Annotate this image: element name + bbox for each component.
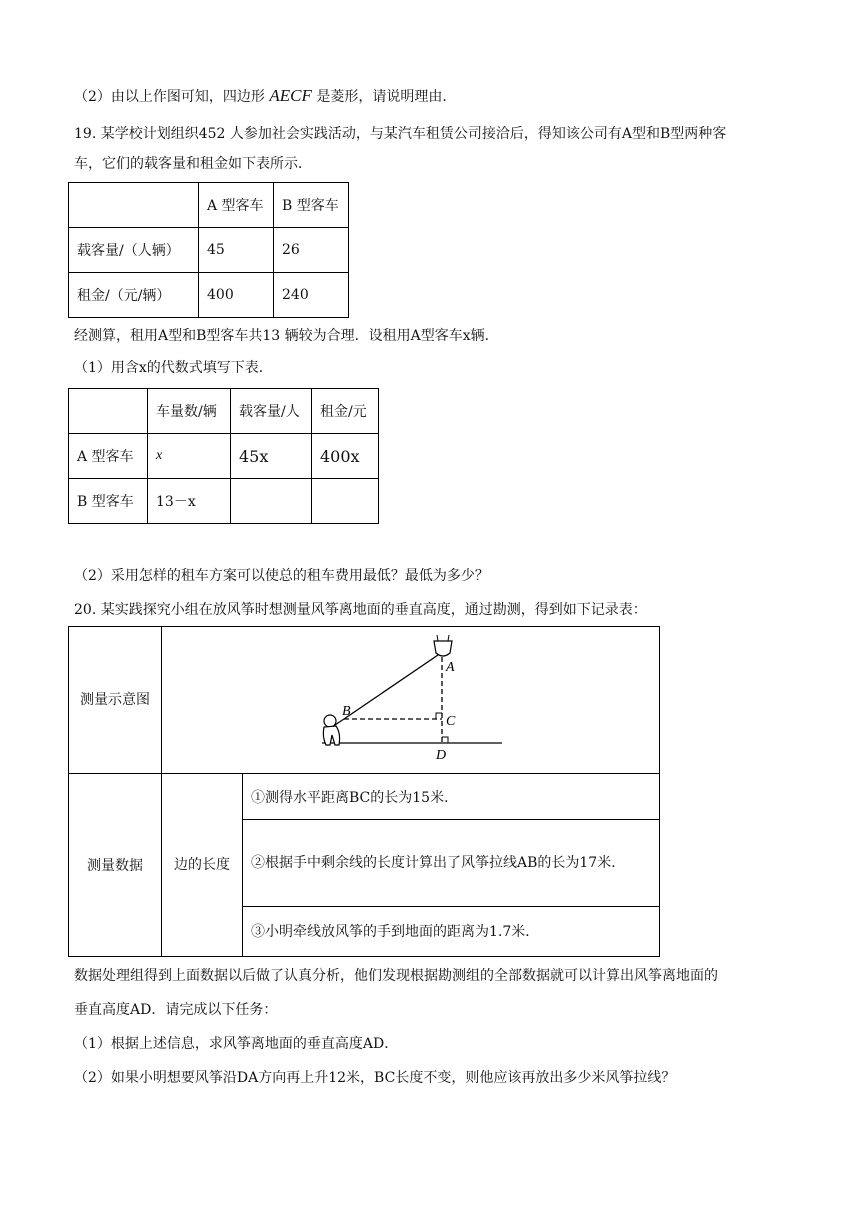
- data-item-3: ③小明牵线放风筝的手到地面的距离为1.7米．: [243, 906, 660, 956]
- table-row: [69, 774, 660, 820]
- string-ab: [344, 655, 438, 719]
- q19-line2: 车，它们的载客量和租金如下表所示．: [74, 156, 312, 172]
- q19-table-expressions: [68, 388, 379, 524]
- q19-part2: （2）采用怎样的租车方案可以使总的租车费用最低？最低为多少？: [74, 568, 489, 584]
- edge-length-label: 边的长度: [162, 774, 243, 957]
- diagram-label: 测量示意图: [69, 627, 162, 774]
- q19-table-capacity-rent: [68, 182, 349, 318]
- q19-part1: （1）用含x的代数式填写下表．: [74, 360, 273, 376]
- q19-line1: 19. 某学校计划组织452 人参加社会实践活动，与某汽车租赁公司接洽后，得知该公司有A型和B型两种客: [74, 126, 727, 142]
- kite-tail-icon: [448, 635, 449, 641]
- table-row: A 型客车 x 45x 400x: [69, 434, 379, 479]
- diagram-cell: [162, 627, 660, 774]
- table-row: 车量数/辆 载客量/人 租金/元: [69, 389, 379, 434]
- person-icon: [323, 715, 344, 745]
- q20-para2: 垂直高度AD．请完成以下任务：: [74, 1002, 278, 1018]
- data-item-1: ①测得水平距离BC的长为15米．: [243, 774, 660, 820]
- kite-icon: [434, 641, 452, 656]
- table-row: A 型客车 B 型客车: [69, 183, 349, 228]
- table-row: [69, 627, 660, 774]
- q18-part2-line: （2）由以上作图可知，四边形 AECF 是菱形，请说明理由．: [74, 86, 457, 105]
- kite-tail-icon: [437, 635, 438, 641]
- table-row: 租金/（元/辆） 400 240: [69, 273, 349, 318]
- q20-task1: （1）根据上述信息，求风筝离地面的垂直高度AD．: [74, 1036, 399, 1052]
- point-label-a: A: [446, 660, 455, 675]
- q20-record-table: [68, 626, 660, 957]
- q20-line1: 20. 某实践探究小组在放风筝时想测量风筝离地面的垂直高度，通过勘测，得到如下记录表：: [74, 602, 647, 618]
- data-label: 测量数据: [69, 774, 162, 957]
- right-angle-c: [436, 713, 442, 719]
- kite-diagram: [162, 627, 656, 773]
- point-label-d: D: [436, 748, 447, 763]
- q18-quad-name: AECF: [269, 86, 312, 105]
- point-label-c: C: [446, 714, 456, 729]
- data-item-2: ②根据手中剩余线的长度计算出了风筝拉线AB的长为17米．: [243, 820, 660, 907]
- table-row: B 型客车 13－x: [69, 479, 379, 524]
- point-label-b: B: [342, 704, 351, 719]
- q20-para1: 数据处理组得到上面数据以后做了认真分析，他们发现根据勘测组的全部数据就可以计算出风筝离地面的: [74, 968, 718, 984]
- q20-task2: （2）如果小明想要风筝沿DA方向再上升12米，BC长度不变，则他应该再放出多少米风筝拉线？: [74, 1070, 676, 1086]
- right-angle-d: [442, 737, 448, 743]
- q19-line3: 经测算，租用A型和B型客车共13 辆较为合理．设租用A型客车x辆．: [74, 328, 499, 344]
- table-row: 载客量/（人辆） 45 26: [69, 228, 349, 273]
